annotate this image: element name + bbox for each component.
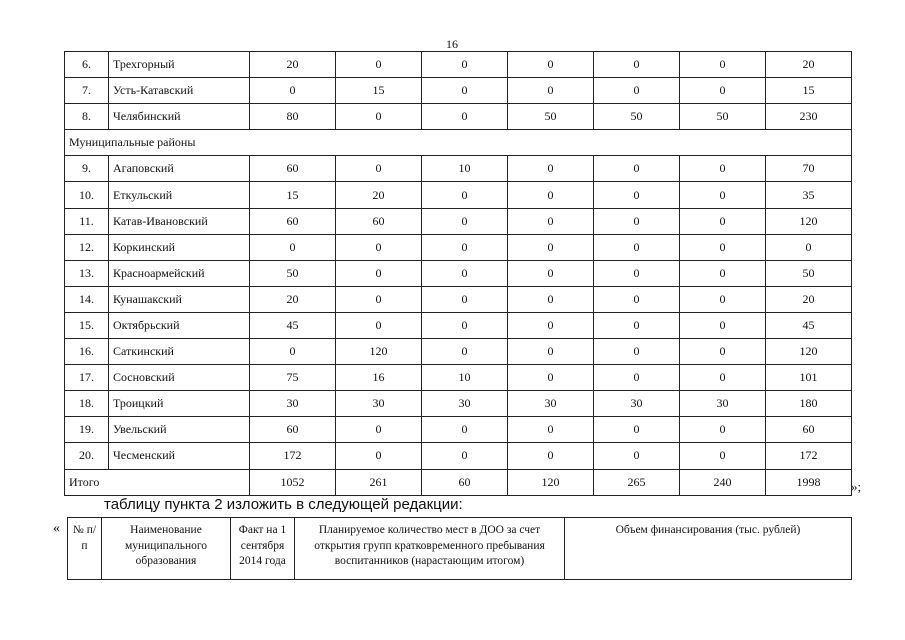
value-cell: 0: [422, 286, 508, 312]
municipality-name: Кунашакский: [109, 286, 250, 312]
row-number: 18.: [65, 391, 109, 417]
value-cell: 20: [250, 286, 336, 312]
value-cell: 0: [594, 208, 680, 234]
value-cell: 0: [250, 78, 336, 104]
header-fact: Факт на 1 сентября 2014 года: [231, 518, 295, 580]
value-cell: 20: [766, 286, 852, 312]
value-cell: 50: [766, 260, 852, 286]
value-cell: 0: [422, 52, 508, 78]
value-cell: 0: [422, 234, 508, 260]
municipality-name: Коркинский: [109, 234, 250, 260]
municipality-name: Катав-Ивановский: [109, 208, 250, 234]
header-row: [68, 518, 852, 580]
table-row: [65, 208, 852, 234]
value-cell: 0: [508, 417, 594, 443]
value-cell: 10: [422, 156, 508, 182]
value-cell: 60: [250, 208, 336, 234]
value-cell: 0: [594, 286, 680, 312]
table-row: [65, 339, 852, 365]
table-row: [65, 104, 852, 130]
row-number: 7.: [65, 78, 109, 104]
row-number: 17.: [65, 365, 109, 391]
value-cell: 120: [336, 339, 422, 365]
value-cell: 0: [680, 78, 766, 104]
value-cell: 0: [594, 443, 680, 469]
value-cell: 60: [336, 208, 422, 234]
value-cell: 20: [766, 52, 852, 78]
value-cell: 0: [508, 156, 594, 182]
value-cell: 0: [680, 312, 766, 338]
row-number: 6.: [65, 52, 109, 78]
value-cell: 172: [766, 443, 852, 469]
value-cell: 35: [766, 182, 852, 208]
table-row: [65, 417, 852, 443]
value-cell: 0: [508, 52, 594, 78]
value-cell: 0: [680, 208, 766, 234]
value-cell: 45: [766, 312, 852, 338]
row-number: 16.: [65, 339, 109, 365]
table-row: [65, 156, 852, 182]
total-value: 60: [422, 469, 508, 495]
value-cell: 230: [766, 104, 852, 130]
value-cell: 50: [250, 260, 336, 286]
value-cell: 16: [336, 365, 422, 391]
value-cell: 0: [594, 78, 680, 104]
value-cell: 0: [680, 260, 766, 286]
municipality-name: Увельский: [109, 417, 250, 443]
value-cell: 60: [766, 417, 852, 443]
value-cell: 0: [766, 234, 852, 260]
value-cell: 0: [508, 234, 594, 260]
value-cell: 0: [422, 443, 508, 469]
row-number: 14.: [65, 286, 109, 312]
total-value: 120: [508, 469, 594, 495]
municipality-name: Агаповский: [109, 156, 250, 182]
value-cell: 0: [336, 52, 422, 78]
value-cell: 0: [680, 234, 766, 260]
value-cell: 0: [250, 234, 336, 260]
value-cell: 75: [250, 365, 336, 391]
value-cell: 0: [680, 286, 766, 312]
municipality-name: Октябрьский: [109, 312, 250, 338]
value-cell: 20: [250, 52, 336, 78]
municipality-name: Красноармейский: [109, 260, 250, 286]
value-cell: 0: [336, 104, 422, 130]
value-cell: 0: [594, 234, 680, 260]
value-cell: 0: [680, 443, 766, 469]
value-cell: 0: [336, 286, 422, 312]
total-value: 1052: [250, 469, 336, 495]
value-cell: 0: [336, 417, 422, 443]
municipality-name: Челябинский: [109, 104, 250, 130]
header-planned: Планируемое количество мест в ДОО за счет открытия групп кратковременного пребывания воспитанников (нарастающим итогом): [295, 518, 565, 580]
value-cell: 0: [422, 339, 508, 365]
value-cell: 0: [250, 339, 336, 365]
places-table: [64, 51, 852, 496]
header-name: Наименование муниципального образования: [102, 518, 231, 580]
value-cell: 0: [594, 260, 680, 286]
table-row: [65, 182, 852, 208]
instruction-text: таблицу пункта 2 изложить в следующей редакции:: [104, 496, 463, 513]
table-row: [65, 443, 852, 469]
new-table-header: [67, 517, 852, 580]
municipality-name: Трехгорный: [109, 52, 250, 78]
value-cell: 0: [594, 417, 680, 443]
value-cell: 120: [766, 208, 852, 234]
value-cell: 0: [680, 52, 766, 78]
value-cell: 0: [336, 260, 422, 286]
table-row: [65, 286, 852, 312]
value-cell: 0: [680, 365, 766, 391]
table-row: [65, 78, 852, 104]
value-cell: 0: [680, 156, 766, 182]
value-cell: 60: [250, 417, 336, 443]
value-cell: 50: [594, 104, 680, 130]
table-row: [65, 312, 852, 338]
total-value: 1998: [766, 469, 852, 495]
row-number: 20.: [65, 443, 109, 469]
section-label: Муниципальные районы: [65, 130, 852, 156]
municipality-name: Усть-Катавский: [109, 78, 250, 104]
value-cell: 0: [508, 78, 594, 104]
value-cell: 30: [508, 391, 594, 417]
value-cell: 0: [508, 286, 594, 312]
value-cell: 0: [336, 234, 422, 260]
value-cell: 180: [766, 391, 852, 417]
value-cell: 0: [594, 182, 680, 208]
opening-quote: «: [53, 521, 60, 536]
value-cell: 120: [766, 339, 852, 365]
value-cell: 70: [766, 156, 852, 182]
row-number: 13.: [65, 260, 109, 286]
value-cell: 0: [422, 78, 508, 104]
value-cell: 0: [594, 339, 680, 365]
row-number: 9.: [65, 156, 109, 182]
table-row: [65, 365, 852, 391]
value-cell: 0: [422, 182, 508, 208]
municipality-name: Сосновский: [109, 365, 250, 391]
total-value: 265: [594, 469, 680, 495]
section-row: [65, 130, 852, 156]
value-cell: 0: [422, 417, 508, 443]
value-cell: 45: [250, 312, 336, 338]
closing-quote-suffix: »;: [851, 479, 862, 494]
value-cell: 10: [422, 365, 508, 391]
value-cell: 50: [680, 104, 766, 130]
value-cell: 30: [336, 391, 422, 417]
value-cell: 0: [594, 52, 680, 78]
value-cell: 30: [594, 391, 680, 417]
value-cell: 30: [422, 391, 508, 417]
value-cell: 0: [336, 156, 422, 182]
value-cell: 20: [336, 182, 422, 208]
row-number: 19.: [65, 417, 109, 443]
value-cell: 0: [422, 104, 508, 130]
value-cell: 30: [680, 391, 766, 417]
page-number: 16: [446, 37, 458, 51]
row-number: 8.: [65, 104, 109, 130]
value-cell: 0: [508, 260, 594, 286]
value-cell: 0: [422, 312, 508, 338]
places-table-body: [65, 52, 852, 496]
value-cell: 0: [336, 312, 422, 338]
table-row: [65, 234, 852, 260]
total-label: Итого: [65, 469, 250, 495]
value-cell: 15: [336, 78, 422, 104]
total-value: 240: [680, 469, 766, 495]
value-cell: 0: [508, 339, 594, 365]
municipality-name: Чесменский: [109, 443, 250, 469]
value-cell: 0: [594, 312, 680, 338]
value-cell: 0: [508, 182, 594, 208]
value-cell: 0: [508, 312, 594, 338]
row-number: 10.: [65, 182, 109, 208]
value-cell: 0: [594, 156, 680, 182]
row-number: 12.: [65, 234, 109, 260]
table-row: [65, 391, 852, 417]
value-cell: 0: [680, 417, 766, 443]
value-cell: 15: [766, 78, 852, 104]
table-row: [65, 260, 852, 286]
value-cell: 0: [508, 443, 594, 469]
value-cell: 0: [508, 365, 594, 391]
value-cell: 50: [508, 104, 594, 130]
value-cell: 0: [422, 260, 508, 286]
header-num: № п/п: [68, 518, 102, 580]
value-cell: 15: [250, 182, 336, 208]
municipality-name: Троицкий: [109, 391, 250, 417]
value-cell: 101: [766, 365, 852, 391]
value-cell: 80: [250, 104, 336, 130]
header-funding: Объем финансирования (тыс. рублей): [565, 518, 852, 580]
total-value: 261: [336, 469, 422, 495]
value-cell: 30: [250, 391, 336, 417]
value-cell: 0: [680, 182, 766, 208]
value-cell: 0: [680, 339, 766, 365]
row-number: 11.: [65, 208, 109, 234]
value-cell: 0: [508, 208, 594, 234]
value-cell: 0: [422, 208, 508, 234]
value-cell: 0: [336, 443, 422, 469]
total-row: [65, 469, 852, 495]
value-cell: 172: [250, 443, 336, 469]
municipality-name: Еткульский: [109, 182, 250, 208]
value-cell: 0: [594, 365, 680, 391]
value-cell: 60: [250, 156, 336, 182]
row-number: 15.: [65, 312, 109, 338]
municipality-name: Саткинский: [109, 339, 250, 365]
table-row: [65, 52, 852, 78]
